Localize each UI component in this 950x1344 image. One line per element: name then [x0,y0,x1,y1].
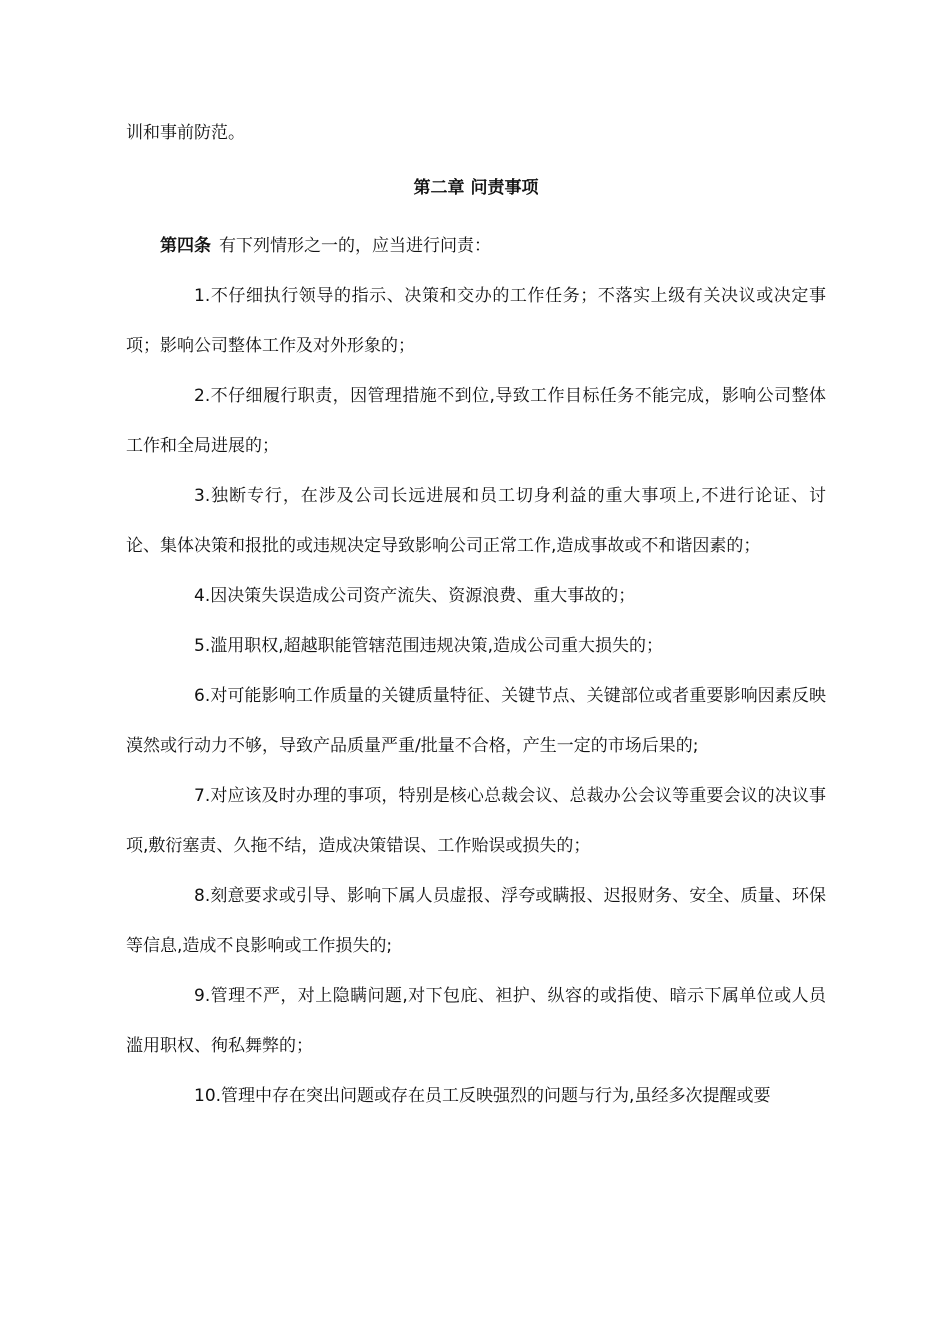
item-number: 9. [194,986,211,1006]
item-text: 管理不严，对上隐瞒问题,对下包庇、袒护、纵容的或指使、暗示下属单位或人员滥用职权、徇私舞弊的； [126,986,826,1056]
list-item [126,271,826,371]
item-number: 6. [194,686,211,706]
item-number: 4. [194,586,211,606]
item-text: 不仔细执行领导的指示、决策和交办的工作任务；不落实上级有关决议或决定事项；影响公司整体工作及对外形象的； [126,286,826,356]
list-item [126,621,826,671]
item-text: 滥用职权,超越职能管辖范围违规决策,造成公司重大损失的； [210,636,664,656]
item-number: 8. [194,886,211,906]
item-text: 对可能影响工作质量的关键质量特征、关键节点、关键部位或者重要影响因素反映漠然或行动力不够，导致产品质量严重/批量不合格，产生一定的市场后果的; [126,686,826,756]
item-number: 2. [194,386,211,406]
item-text: 独断专行，在涉及公司长远进展和员工切身利益的重大事项上,不进行论证、讨论、集体决策和报批的或违规决定导致影响公司正常工作,造成事故或不和谐因素的； [126,486,826,556]
continuation-paragraph: 训和事前防范。 [126,123,245,143]
list-item [126,571,826,621]
chapter-title: 第二章 问责事项 [413,178,539,198]
item-number: 1. [194,286,211,306]
item-number: 10. [194,1086,222,1106]
item-text: 不仔细履行职责，因管理措施不到位,导致工作目标任务不能完成，影响公司整体工作和全局进展的； [126,386,826,456]
item-number: 5. [194,636,211,656]
list-item [126,1071,826,1121]
list-item [126,471,826,571]
list-item [126,371,826,471]
list-item [126,871,826,971]
item-text: 因决策失误造成公司资产流失、资源浪费、重大事故的； [210,586,636,606]
article-paragraph [126,221,826,271]
item-text: 管理中存在突出问题或存在员工反映强烈的问题与行为,虽经多次提醒或要 [221,1086,771,1106]
list-item [126,771,826,871]
list-item [126,971,826,1071]
article-text: 有下列情形之一的，应当进行问责： [219,236,491,256]
item-number: 3. [194,486,211,506]
item-text: 对应该及时办理的事项，特别是核心总裁会议、总裁办公会议等重要会议的决议事项,敷衍塞责、久拖不结，造成决策错误、工作贻误或损失的； [126,786,826,856]
item-text: 刻意要求或引导、影响下属人员虚报、浮夸或瞒报、迟报财务、安全、质量、环保等信息,造成不良影响或工作损失的; [126,886,826,956]
document-body [126,108,826,1121]
item-number: 7. [194,786,211,806]
list-item [126,671,826,771]
article-label: 第四条 [160,236,211,256]
